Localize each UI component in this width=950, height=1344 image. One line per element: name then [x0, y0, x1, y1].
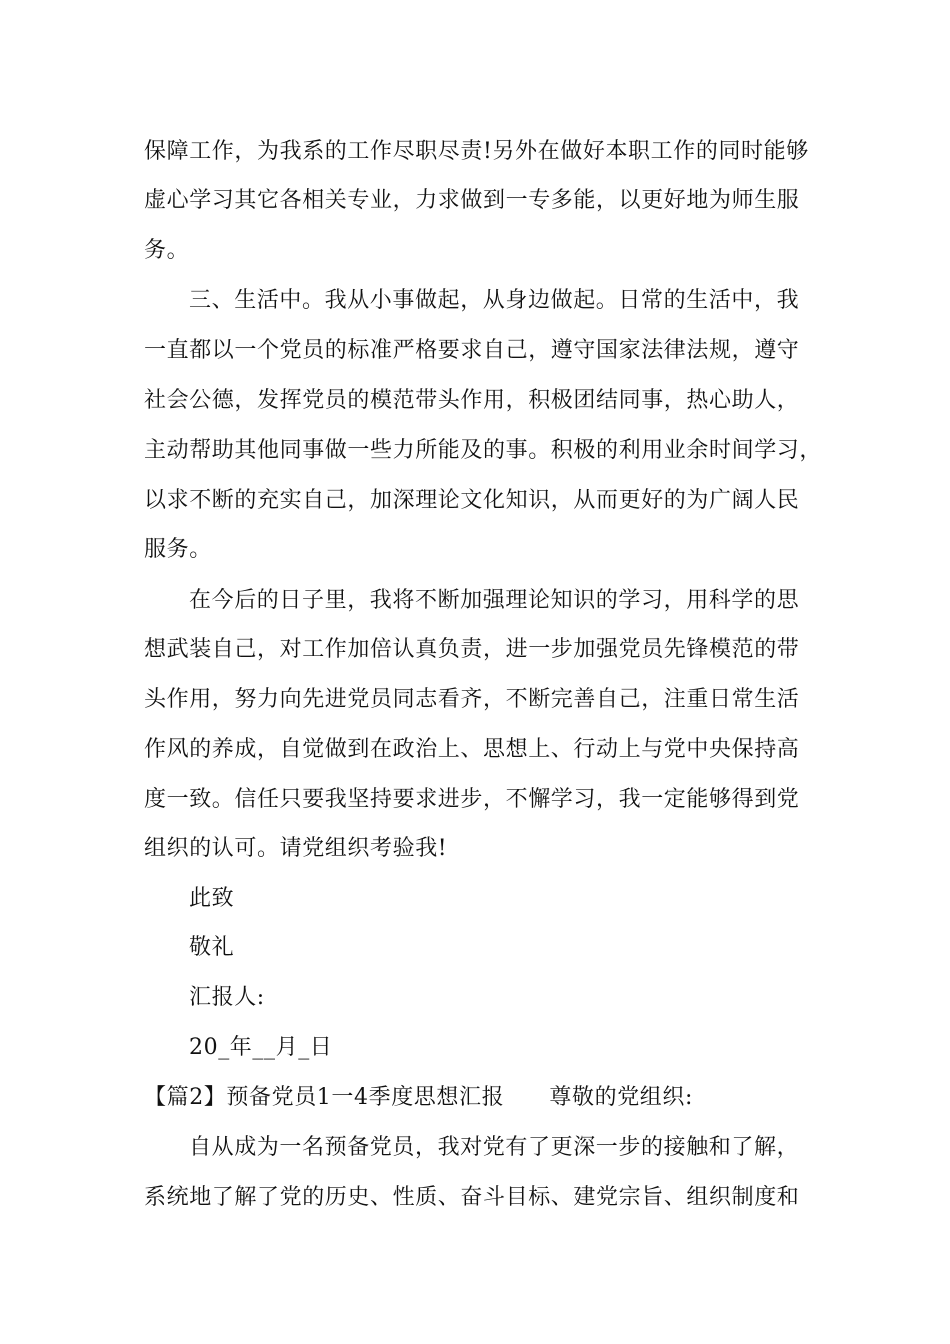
- section-heading-line: 三、生活中。我从小事做起，从身边做起。日常的生活中，我: [189, 288, 800, 313]
- paragraph-line: 在今后的日子里，我将不断加强理论知识的学习，用科学的思: [189, 588, 800, 613]
- paragraph-line: 度一致。信任只要我坚持要求进步，不懈学习，我一定能够得到党: [144, 787, 800, 812]
- closing-respect: 敬礼: [189, 935, 235, 960]
- paragraph-line: 作风的养成，自觉做到在政治上、思想上、行动上与党中央保持高: [144, 737, 800, 762]
- paragraph-line: 虚心学习其它各相关专业，力求做到一专多能，以更好地为师生服: [144, 188, 800, 213]
- paragraph-line: 社会公德，发挥党员的模范带头作用，积极团结同事，热心助人，: [144, 388, 800, 413]
- paragraph-line: 自从成为一名预备党员，我对党有了更深一步的接触和了解，: [189, 1135, 800, 1160]
- section-title: 【篇2】预备党员1一4季度思想汇报 尊敬的党组织:: [144, 1085, 694, 1110]
- paragraph-line: 主动帮助其他同事做一些力所能及的事。积极的利用业余时间学习，: [144, 438, 823, 463]
- reporter-label: 汇报人:: [189, 985, 265, 1010]
- closing-salutation: 此致: [189, 886, 235, 911]
- paragraph-line: 想武装自己，对工作加倍认真负责，进一步加强党员先锋模范的带: [144, 637, 800, 662]
- date-line: 20_年__月_日: [189, 1035, 333, 1060]
- paragraph-line: 系统地了解了党的历史、性质、奋斗目标、建党宗旨、组织制度和: [144, 1185, 800, 1210]
- paragraph-line: 组织的认可。请党组织考验我!: [144, 836, 448, 861]
- paragraph-line: 保障工作，为我系的工作尽职尽责!另外在做好本职工作的同时能够: [144, 139, 809, 164]
- paragraph-line: 头作用，努力向先进党员同志看齐，不断完善自己，注重日常生活: [144, 687, 800, 712]
- paragraph-line: 务。: [144, 238, 190, 263]
- paragraph-line: 一直都以一个党员的标准严格要求自己，遵守国家法律法规，遵守: [144, 338, 800, 363]
- paragraph-line: 以求不断的充实自己，加深理论文化知识，从而更好的为广阔人民: [144, 488, 800, 513]
- paragraph-line: 服务。: [144, 537, 212, 562]
